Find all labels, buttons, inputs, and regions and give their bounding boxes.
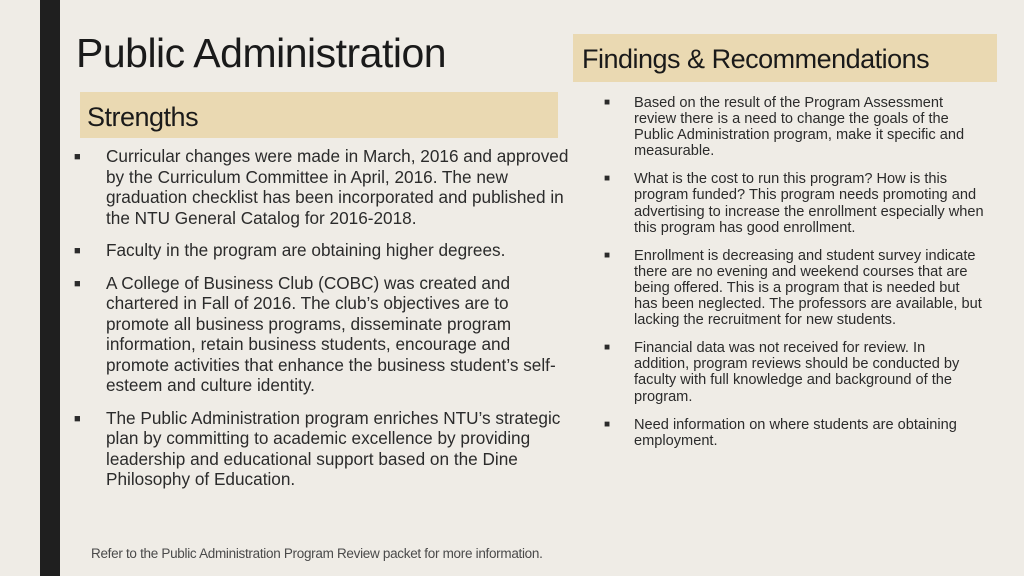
list-item	[604, 171, 984, 235]
strengths-list	[74, 146, 574, 502]
list-item	[74, 273, 574, 396]
list-item-text: Based on the result of the Program Assessment review there is a need to change the goals of the Public Administration program, make it specific and measurable.	[634, 95, 965, 160]
list-item	[74, 408, 574, 490]
square-bullet-icon: ■	[74, 245, 81, 257]
square-bullet-icon: ■	[74, 412, 81, 425]
findings-heading: Findings & Recommendations	[582, 44, 930, 74]
square-bullet-icon: ■	[604, 342, 611, 354]
square-bullet-icon: ■	[74, 151, 81, 163]
square-bullet-icon: ■	[604, 418, 611, 430]
list-item	[604, 248, 984, 328]
footer-note: Refer to the Public Administration Program Review packet for more information.	[91, 546, 543, 561]
list-item-text: The Public Administration program enriches NTU’s strategic plan by committing to academic excellence by providing leadership and educational support based on the Dine Philosophy of Education.	[106, 407, 561, 489]
left-accent-bar	[40, 0, 60, 576]
list-item	[604, 95, 984, 159]
list-item	[74, 146, 574, 228]
list-item	[604, 340, 984, 404]
list-item-text: Need information on where students are obtaining employment.	[634, 416, 957, 449]
findings-list	[604, 95, 984, 461]
list-item-text: Enrollment is decreasing and student survey indicate there are no evening and weekend courses that are being offered. This is a program that is needed but has been neglected. The professors are available, but lacking the recruitment for new students.	[634, 247, 982, 329]
strengths-heading: Strengths	[87, 102, 199, 132]
list-item-text: Financial data was not received for review. In addition, program reviews should be conducted by faculty with full knowledge and background of the program.	[634, 340, 960, 405]
square-bullet-icon: ■	[604, 97, 611, 108]
list-item	[74, 240, 574, 261]
list-item	[604, 417, 984, 449]
list-item-text: A College of Business Club (COBC) was created and chartered in Fall of 2016. The club’s objectives are to promote all business programs, disseminate program information, retain business students, encourage and promote activities that enhance the business student’s self-esteem and culture identity.	[106, 272, 556, 395]
findings-heading-box	[573, 34, 997, 82]
page-title: Public Administration	[76, 30, 447, 76]
strengths-heading-box	[80, 92, 558, 138]
list-item-text: Curricular changes were made in March, 2016 and approved by the Curriculum Committee in April, 2016. The new graduation checklist has been incorporated and published in the NTU General Catalog for 2016-2018.	[106, 146, 569, 228]
list-item-text: Faculty in the program are obtaining higher degrees.	[106, 240, 506, 260]
square-bullet-icon: ■	[604, 173, 611, 185]
square-bullet-icon: ■	[604, 249, 611, 261]
square-bullet-icon: ■	[74, 277, 81, 290]
list-item-text: What is the cost to run this program? How is this program funded? This program needs promoting and advertising to increase the enrollment especially when this program has good enrollment.	[634, 171, 984, 236]
